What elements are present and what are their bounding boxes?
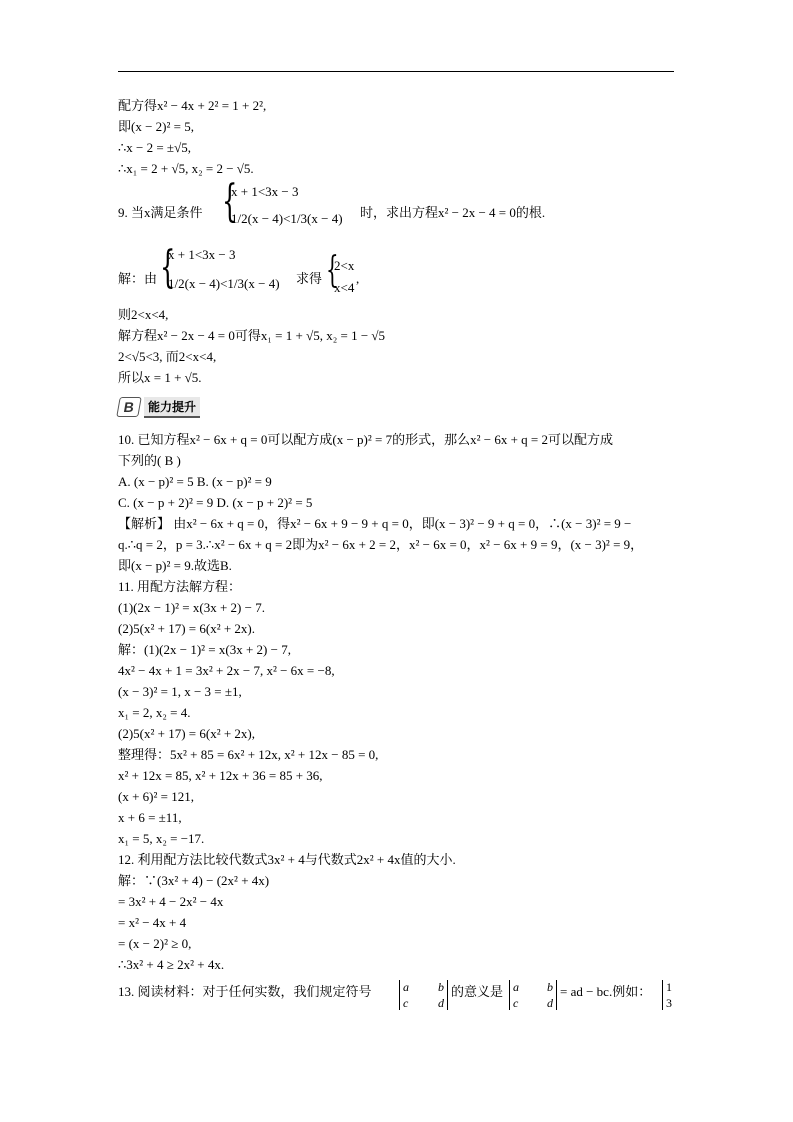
text-line: A. (x − p)² = 5 B. (x − p)² = 9 — [118, 474, 272, 489]
det1-a: a — [403, 980, 409, 994]
sol9-suffix: , — [356, 271, 360, 286]
text-line: (x − 3)² = 1, x − 3 = ±1, — [118, 684, 242, 699]
sol9-res2: x<4 — [334, 280, 355, 295]
text-line: ∴3x² + 4 ≥ 2x² + 4x. — [118, 957, 225, 972]
text-line: (1)(2x − 1)² = x(3x + 2) − 7. — [118, 600, 265, 615]
det1-b: b — [438, 980, 444, 994]
det1-d: d — [438, 996, 444, 1010]
det2-c: c — [513, 996, 519, 1010]
text-line: ∴x − 2 = ±√5, — [118, 140, 191, 155]
det1-c: c — [403, 996, 409, 1010]
sol9-row2: 1/2(x − 4)<1/3(x − 4) — [168, 276, 280, 291]
q13-text3: = ad − bc.例如： — [560, 984, 652, 999]
det2-d: d — [547, 996, 553, 1010]
text-line: 所以x = 1 + √5. — [118, 370, 202, 385]
text-line: 即(x − 2)² = 5, — [118, 119, 194, 134]
det3-1: 1 — [666, 980, 672, 994]
section-title: 能力提升 — [144, 397, 200, 418]
text-line: 4x² − 4x + 1 = 3x² + 2x − 7, x² − 6x = −8, — [118, 663, 335, 678]
text-line: 解：(1)(2x − 1)² = x(3x + 2) − 7, — [118, 642, 291, 657]
text-line: 配方得x² − 4x + 2² = 1 + 2², — [118, 98, 267, 113]
text-line: q.∴q = 2，p = 3.∴x² − 6x + q = 2即为x² − 6x + 2 = 2，x² − 6x = 0，x² − 6x + 9 = 9，(x − 3)² = 9， — [118, 537, 644, 552]
text-line: 即(x − p)² = 9.故选B. — [118, 558, 232, 573]
text-line: (2)5(x² + 17) = 6(x² + 2x). — [118, 621, 256, 636]
text-line: 11. 用配方法解方程： — [118, 579, 242, 594]
text-line: 则2<x<4, — [118, 307, 169, 322]
text-line: (2)5(x² + 17) = 6(x² + 2x), — [118, 726, 256, 741]
text-line: x + 6 = ±11, — [118, 810, 182, 825]
q9-suffix: 时，求出方程x² − 2x − 4 = 0的根. — [360, 205, 546, 220]
text-line: 下列的( B ) — [118, 453, 181, 468]
text-line: 2<√5<3, 而2<x<4, — [118, 349, 217, 364]
q9-prefix: 9. 当x满足条件 — [118, 205, 203, 220]
det1-right-bar — [447, 980, 448, 1010]
det2-right-bar — [556, 980, 557, 1010]
det2-left-bar — [509, 980, 510, 1010]
text-line: = 3x² + 4 − 2x² − 4x — [118, 894, 224, 909]
q9-row1: x + 1<3x − 3 — [231, 184, 299, 199]
q13-text2: 的意义是 — [451, 984, 504, 999]
section-badge — [118, 397, 200, 417]
sol9-prefix: 解：由 — [118, 271, 158, 286]
text-line: = x² − 4x + 4 — [118, 915, 187, 930]
sol9-row1: x + 1<3x − 3 — [168, 247, 236, 262]
det2-a: a — [513, 980, 519, 994]
det2-b: b — [547, 980, 553, 994]
text-line: = (x − 2)² ≥ 0, — [118, 936, 192, 951]
sol9-brace: { — [160, 242, 176, 293]
det3-3: 3 — [666, 996, 672, 1010]
text-line: 整理得：5x² + 85 = 6x² + 12x, x² + 12x − 85 = 0, — [118, 747, 379, 762]
text-line: C. (x − p + 2)² = 9 D. (x − p + 2)² = 5 — [118, 495, 313, 510]
sol9-result-brace: { — [326, 250, 339, 291]
text-line: 解：∵(3x² + 4) − (2x² + 4x) — [118, 873, 270, 888]
section-b-icon: B — [116, 397, 142, 417]
text-line: 解方程x² − 2x − 4 = 0可得x₁ = 1 + √5, x₂ = 1 − √5 — [118, 328, 386, 343]
text-line: x₁ = 5, x₂ = −17. — [118, 831, 205, 846]
sol9-res1: 2<x — [334, 258, 355, 273]
text-line: ∴x₁ = 2 + √5, x₂ = 2 − √5. — [118, 161, 254, 176]
q13-text1: 13. 阅读材料：对于任何实数，我们规定符号 — [118, 984, 372, 999]
text-line: 10. 已知方程x² − 6x + q = 0可以配方成(x − p)² = 7的形式，那么x² − 6x + q = 2可以配方成 — [118, 432, 614, 447]
q9-brace: { — [222, 176, 238, 227]
text-line: x₁ = 2, x₂ = 4. — [118, 705, 191, 720]
sol9-middle: 求得 — [296, 271, 323, 286]
q9-row2: 1/2(x − 4)<1/3(x − 4) — [231, 211, 343, 226]
header-rule — [118, 71, 674, 72]
text-line: 【解析】 由x² − 6x + q = 0，得x² − 6x + 9 − 9 + q = 0，即(x − 3)² − 9 + q = 0，∴(x − 3)² = 9 − — [118, 516, 632, 531]
text-line: (x + 6)² = 121, — [118, 789, 194, 804]
det1-left-bar — [399, 980, 400, 1010]
text-line: 12. 利用配方法比较代数式3x² + 4与代数式2x² + 4x值的大小. — [118, 852, 456, 867]
text-line: x² + 12x = 85, x² + 12x + 36 = 85 + 36, — [118, 768, 323, 783]
det3-left-bar — [662, 980, 663, 1010]
